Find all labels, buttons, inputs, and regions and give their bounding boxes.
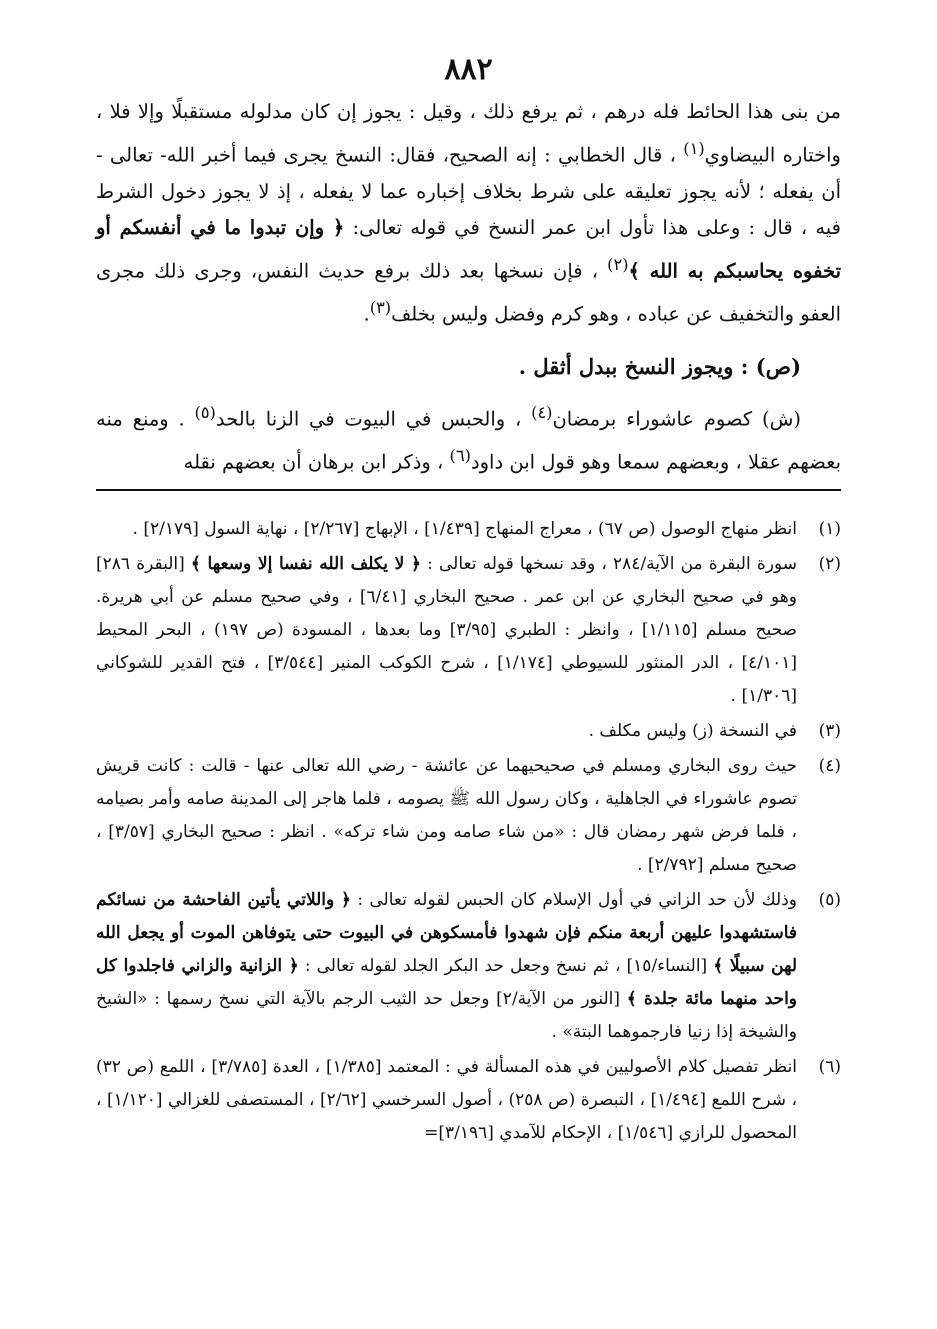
footnotes [96, 513, 841, 1150]
footnote-number: (٦) [818, 1056, 841, 1077]
footnote-number: (٤) [818, 755, 841, 776]
footnote-text: في النسخة (ز) وليس مكلف . [588, 720, 797, 741]
paragraph-1 [96, 94, 841, 333]
footnote-5 [96, 884, 841, 1049]
quran-verse: ﴿ وإن تبدوا ما في أنفسكم أو تخفوه يحاسبكم به الله ﴾ [96, 216, 841, 282]
text-run: (ش) كصوم عاشوراء برمضان [552, 407, 801, 430]
text-run: ، وذكر ابن برهان أن بعضهم نقله [183, 450, 444, 473]
text-run: من بنى هذا الحائط فله درهم ، ثم يرفع ذلك ، وقيل : يجوز إن كان مدلوله مستقبلًا وإلا فلا ، واختاره البيضاوي [96, 100, 841, 166]
quran-verse: ﴿ واللاتي يأتين الفاحشة من نسائكم فاستشهدوا عليهن أربعة منكم فإن شهدوا فأمسكوهن في البيوت حتى يتوفاهن الموت أو يجعل الله لهن سبيلًا ﴾ [96, 889, 798, 976]
footnote-text [96, 548, 797, 713]
footnote-text: انظر تفصيل كلام الأصوليين في هذه المسألة في : المعتمد [١/٣٨٥] ، العدة [٣/٧٨٥] ، اللمع (ص ٣٢) ، شرح اللمع [١/٤٩٤] ، التبصرة (ص ٢٥٨) ، أصول السرخسي [٢/٦٢] ، المستصفى للغزالي [١/١٢٠] ، المحصول للرازي [١/٥٤٦] ، الإحكام للآمدي [٣/١٩٦]= [96, 1056, 798, 1143]
text-run: [النور من الآية/٢] وجعل حد الثيب الرجم بالآية التي نسخ رسمها : «الشيخ والشيخة إذا زنيا فارجموهما البتة» . [96, 988, 797, 1042]
page-number: ٨٨٢ [444, 52, 493, 87]
footnote-number: (٥) [818, 889, 841, 910]
footnote-divider [96, 489, 841, 491]
footnote-number: (١) [818, 518, 841, 539]
footnote-2 [96, 548, 841, 713]
text-run: . ومنع منه بعضهم عقلا ، وبعضهم سمعا وهو قول ابن داود [96, 407, 841, 473]
text-run: سورة البقرة من الآية/٢٨٤ ، وقد نسخها قوله تعالى : [427, 553, 797, 574]
footnote-number: (٢) [818, 553, 841, 574]
footnote-1 [96, 513, 841, 546]
quran-verse: ﴿ الزانية والزاني فاجلدوا كل واحد منهما مائة جلدة ﴾ [96, 955, 798, 1009]
footnote-4 [96, 750, 841, 882]
footnote-ref[interactable]: (٤) [531, 402, 553, 422]
footnote-ref[interactable]: (٢) [607, 254, 629, 274]
footnote-ref[interactable]: (١) [683, 138, 705, 158]
main-text [96, 94, 841, 481]
footnote-ref[interactable]: (٥) [194, 402, 216, 422]
section-heading: (ص) : ويجوز النسخ ببدل أثقل . [518, 353, 801, 379]
text-run: [البقرة ٢٨٦] وهو في صحيح البخاري عن ابن عمر . صحيح البخاري [٦/٤١] ، وفي صحيح مسلم عن أبي هريرة. صحيح مسلم [١/١١٥] ، وانظر : الطبري [٣/٩٥] وما بعدها ، المسودة (ص ١٩٧) ، البحر المحيط [٤/١٠١] ، الدر المنثور للسيوطي [١/١٧٤] ، شرح الكوكب المنير [٣/٥٤٤] ، فتح القدير للشوكاني [١/٣٠٦] . [96, 553, 797, 706]
text-run: ، قال الخطابي : إنه الصحيح، فقال: النسخ يجرى فيما أخبر الله- تعالى - أن يفعله ؛ لأنه يجوز تعليقه على شرط بخلاف إخباره عما لا يفعله ، إذ لا يجوز دخول الشرط فيه ، قال : وعلى هذا تأول ابن عمر النسخ في قوله تعالى: [96, 143, 842, 239]
footnote-6 [96, 1051, 841, 1150]
footnote-ref[interactable]: (٦) [449, 445, 471, 465]
footnote-text: انظر منهاج الوصول (ص ٦٧) ، معراج المنهاج [١/٤٣٩] ، الإبهاج [٢/٢٦٧] ، نهاية السول [٢/١٧٩] . [132, 518, 797, 539]
footnote-text [96, 884, 797, 1049]
footnote-ref[interactable]: (٣) [369, 297, 392, 317]
text-run: [النساء/١٥] ، ثم نسخ وجعل حد البكر الجلد لقوله تعالى : [304, 955, 708, 976]
paragraph-2 [96, 395, 841, 481]
text-run: . [363, 302, 370, 325]
footnote-text: حيث روى البخاري ومسلم في صحيحيهما عن عائشة - رضي الله تعالى عنها - قالت : كانت قريش تصوم عاشوراء في الجاهلية ، وكان رسول الله ﷺ يصومه ، فلما هاجر إلى المدينة صامه وأمر بصيامه ، فلما فرض شهر رمضان قال : «من شاء صامه ومن شاء تركه» . انظر : صحيح البخاري [٣/٥٧] ، صحيح مسلم [٢/٧٩٢] . [96, 755, 797, 875]
quran-verse: ﴿ لا يكلف الله نفسا إلا وسعها ﴾ [190, 553, 421, 574]
footnote-3 [96, 715, 841, 748]
text-run: ، فإن نسخها بعد ذلك برفع حديث النفس، وجرى ذلك مجرى العفو والتخفيف عن عباده ، وهو كرم وفضل وليس بخلف [96, 259, 841, 325]
footnote-number: (٣) [818, 720, 841, 741]
text-run: ، والحبس في البيوت في الزنا بالحد [215, 407, 522, 430]
text-run: وذلك لأن حد الزاني في أول الإسلام كان الحبس لقوله تعالى : [357, 889, 798, 910]
